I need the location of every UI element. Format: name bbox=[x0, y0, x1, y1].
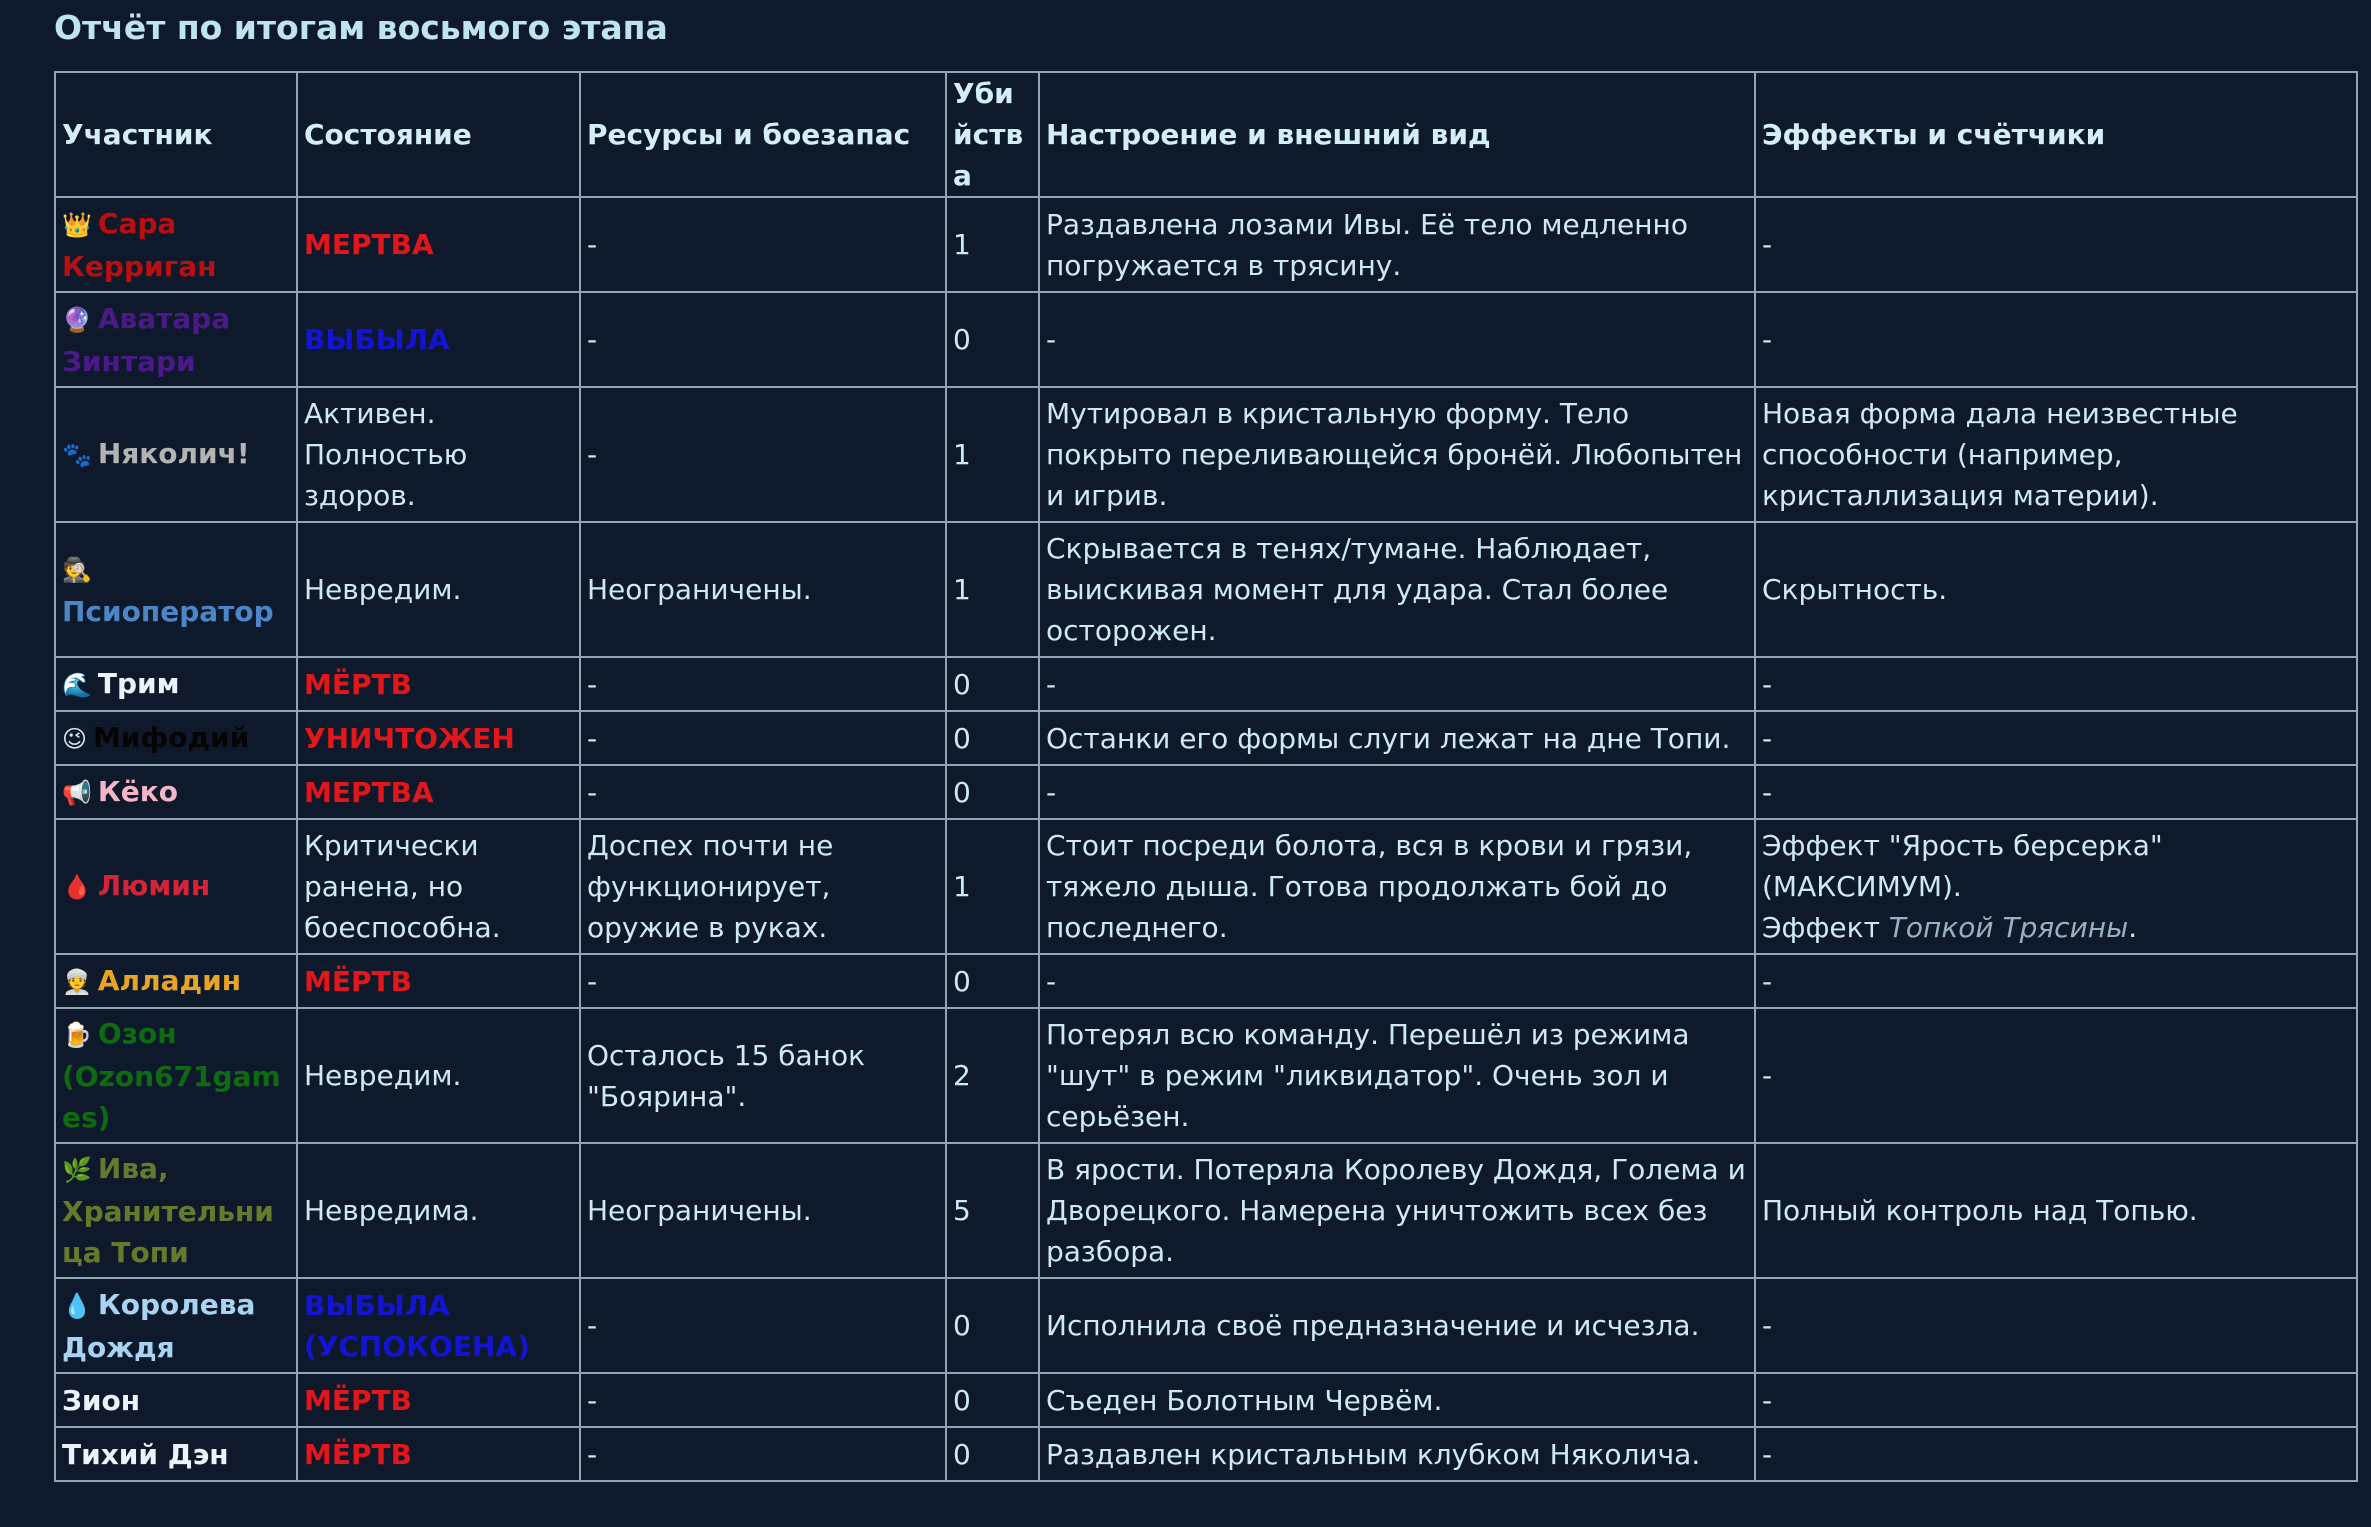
effects-cell: - bbox=[1755, 1008, 2357, 1143]
participant-name: Ива, Хранительница Топи bbox=[62, 1152, 274, 1269]
kills-cell: 0 bbox=[946, 657, 1039, 711]
kills-cell: 0 bbox=[946, 1427, 1039, 1481]
kills-cell: 1 bbox=[946, 197, 1039, 292]
participant-name: Королева Дождя bbox=[62, 1287, 256, 1364]
state-cell: МЁРТВ bbox=[297, 1427, 580, 1481]
mood-cell: Раздавлена лозами Ивы. Её тело медленно погружается в трясину. bbox=[1039, 197, 1755, 292]
state-cell: МЁРТВ bbox=[297, 657, 580, 711]
table-row bbox=[55, 197, 2357, 292]
participant-name: Алладин bbox=[97, 963, 242, 997]
resources-cell: - bbox=[580, 1278, 946, 1373]
kills-cell: 0 bbox=[946, 1373, 1039, 1427]
kills-cell: 1 bbox=[946, 522, 1039, 657]
participant-name: Кёко bbox=[97, 774, 179, 808]
header-effects: Эффекты и счётчики bbox=[1755, 72, 2357, 197]
table-row bbox=[55, 522, 2357, 657]
participant-name: Трим bbox=[97, 666, 180, 700]
state-cell: ВЫБЫЛА bbox=[297, 292, 580, 387]
resources-cell: - bbox=[580, 954, 946, 1008]
crystal-ball-icon: 🔮 bbox=[62, 305, 92, 334]
effect-berserk: Эффект "Ярость берсерка" (МАКСИМУМ). bbox=[1762, 829, 2163, 903]
participant-cell bbox=[55, 197, 297, 292]
mood-cell: - bbox=[1039, 657, 1755, 711]
participant-cell bbox=[55, 711, 297, 765]
mood-cell: - bbox=[1039, 954, 1755, 1008]
kills-cell: 0 bbox=[946, 954, 1039, 1008]
participant-name: Зион bbox=[62, 1383, 141, 1417]
participant-cell bbox=[55, 522, 297, 657]
mood-cell: Потерял всю команду. Перешёл из режима "шут" в режим "ликвидатор". Очень зол и серьёзен. bbox=[1039, 1008, 1755, 1143]
effects-cell: - bbox=[1755, 954, 2357, 1008]
participant-name: Озон (Ozon671games) bbox=[62, 1017, 281, 1134]
herb-icon: 🌿 bbox=[62, 1156, 92, 1184]
page-title: Отчёт по итогам восьмого этапа bbox=[54, 8, 668, 47]
participant-cell bbox=[55, 765, 297, 819]
participant-name: Тихий Дэн bbox=[62, 1437, 229, 1471]
resources-cell: - bbox=[580, 711, 946, 765]
resources-cell: Осталось 15 банок "Боярина". bbox=[580, 1008, 946, 1143]
state-cell: МЁРТВ bbox=[297, 1373, 580, 1427]
participant-name: Аватара Зинтари bbox=[62, 301, 231, 378]
kills-cell: 0 bbox=[946, 292, 1039, 387]
resources-cell: - bbox=[580, 387, 946, 522]
participant-cell bbox=[55, 387, 297, 522]
winking-face-icon: 😉 bbox=[62, 724, 88, 753]
participant-cell bbox=[55, 1373, 297, 1427]
table-row bbox=[55, 1427, 2357, 1481]
effects-cell: - bbox=[1755, 657, 2357, 711]
resources-cell: Неограничены. bbox=[580, 522, 946, 657]
effects-cell: - bbox=[1755, 1427, 2357, 1481]
resources-cell: - bbox=[580, 197, 946, 292]
table-row bbox=[55, 1278, 2357, 1373]
header-participant: Участник bbox=[55, 72, 297, 197]
mood-cell: Съеден Болотным Червём. bbox=[1039, 1373, 1755, 1427]
effects-cell: Скрытность. bbox=[1755, 522, 2357, 657]
table-row bbox=[55, 711, 2357, 765]
mood-cell: Стоит посреди болота, вся в крови и грязи, тяжело дыша. Готова продолжать бой до последнего. bbox=[1039, 819, 1755, 954]
header-resources: Ресурсы и боезапас bbox=[580, 72, 946, 197]
state-cell: МЁРТВ bbox=[297, 954, 580, 1008]
mood-cell: Раздавлен кристальным клубком Няколича. bbox=[1039, 1427, 1755, 1481]
resources-cell: - bbox=[580, 1373, 946, 1427]
participant-cell bbox=[55, 1143, 297, 1278]
state-cell: Невредим. bbox=[297, 1008, 580, 1143]
state-cell: Активен. Полностью здоров. bbox=[297, 387, 580, 522]
state-cell: Невредим. bbox=[297, 522, 580, 657]
participant-cell bbox=[55, 1008, 297, 1143]
droplet-icon: 💧 bbox=[62, 1291, 92, 1320]
kills-cell: 1 bbox=[946, 819, 1039, 954]
table-row bbox=[55, 1373, 2357, 1427]
header-mood: Настроение и внешний вид bbox=[1039, 72, 1755, 197]
resources-cell: - bbox=[580, 1427, 946, 1481]
crown-icon: 👑 bbox=[62, 210, 92, 239]
state-cell: Критически ранена, но боеспособна. bbox=[297, 819, 580, 954]
resources-cell: - bbox=[580, 657, 946, 711]
state-cell: Невредима. bbox=[297, 1143, 580, 1278]
kills-cell: 2 bbox=[946, 1008, 1039, 1143]
state-cell: МЕРТВА bbox=[297, 197, 580, 292]
blood-drop-icon: 🩸 bbox=[62, 873, 92, 901]
effects-cell bbox=[1755, 819, 2357, 954]
participant-cell bbox=[55, 657, 297, 711]
effect-prefix: Эффект bbox=[1762, 911, 1889, 944]
state-cell: ВЫБЫЛА (УСПОКОЕНА) bbox=[297, 1278, 580, 1373]
state-cell: УНИЧТОЖЕН bbox=[297, 711, 580, 765]
participant-name: Люмин bbox=[97, 869, 211, 902]
table-row bbox=[55, 292, 2357, 387]
kills-cell: 1 bbox=[946, 387, 1039, 522]
resources-cell: Доспех почти не функционирует, оружие в руках. bbox=[580, 819, 946, 954]
effects-cell: Новая форма дала неизвестные способности (например, кристаллизация материи). bbox=[1755, 387, 2357, 522]
participant-cell bbox=[55, 292, 297, 387]
participant-cell bbox=[55, 1427, 297, 1481]
participant-name: Сара Керриган bbox=[62, 206, 217, 283]
header-state: Состояние bbox=[297, 72, 580, 197]
turban-icon: 👳 bbox=[62, 967, 92, 996]
effects-cell: Полный контроль над Топью. bbox=[1755, 1143, 2357, 1278]
table-row bbox=[55, 765, 2357, 819]
kills-cell: 0 bbox=[946, 711, 1039, 765]
table-row bbox=[55, 1008, 2357, 1143]
wave-icon: 🌊 bbox=[62, 670, 92, 699]
effect-suffix: . bbox=[2128, 911, 2138, 944]
table-row bbox=[55, 954, 2357, 1008]
kills-cell: 0 bbox=[946, 1278, 1039, 1373]
table-row bbox=[55, 657, 2357, 711]
paw-prints-icon: 🐾 bbox=[62, 441, 92, 469]
effect-swamp-name: Топкой Трясины bbox=[1888, 911, 2129, 944]
effects-cell: - bbox=[1755, 765, 2357, 819]
resources-cell: - bbox=[580, 765, 946, 819]
megaphone-icon: 📢 bbox=[62, 778, 92, 807]
header-kills: Убийства bbox=[946, 72, 1039, 197]
mood-cell: - bbox=[1039, 765, 1755, 819]
effects-cell: - bbox=[1755, 1278, 2357, 1373]
status-table bbox=[54, 71, 2358, 1482]
table-row bbox=[55, 387, 2357, 522]
state-cell: МЕРТВА bbox=[297, 765, 580, 819]
participant-name: Няколич! bbox=[97, 437, 250, 470]
table-row bbox=[55, 1143, 2357, 1278]
mood-cell: Исполнила своё предназначение и исчезла. bbox=[1039, 1278, 1755, 1373]
table-header-row bbox=[55, 72, 2357, 197]
beer-mug-icon: 🍺 bbox=[62, 1021, 92, 1049]
kills-cell: 5 bbox=[946, 1143, 1039, 1278]
mood-cell: Скрывается в тенях/тумане. Наблюдает, выискивая момент для удара. Стал более осторожен. bbox=[1039, 522, 1755, 657]
resources-cell: Неограничены. bbox=[580, 1143, 946, 1278]
mood-cell: В ярости. Потеряла Королеву Дождя, Голема и Дворецкого. Намерена уничтожить всех без разбора. bbox=[1039, 1143, 1755, 1278]
participant-cell bbox=[55, 954, 297, 1008]
participant-cell bbox=[55, 1278, 297, 1373]
effects-cell: - bbox=[1755, 1373, 2357, 1427]
participant-name: Псиоператор bbox=[62, 594, 274, 628]
effects-cell: - bbox=[1755, 197, 2357, 292]
kills-cell: 0 bbox=[946, 765, 1039, 819]
resources-cell: - bbox=[580, 292, 946, 387]
effects-cell: - bbox=[1755, 711, 2357, 765]
participant-name: Мифодий bbox=[93, 720, 250, 754]
participant-cell bbox=[55, 819, 297, 954]
mood-cell: Останки его формы слуги лежат на дне Топи. bbox=[1039, 711, 1755, 765]
effects-cell: - bbox=[1755, 292, 2357, 387]
mood-cell: Мутировал в кристальную форму. Тело покрыто переливающейся бронёй. Любопытен и игрив. bbox=[1039, 387, 1755, 522]
mood-cell: - bbox=[1039, 292, 1755, 387]
table-body bbox=[55, 197, 2357, 1481]
detective-icon: 🕵 bbox=[62, 555, 92, 584]
table-row bbox=[55, 819, 2357, 954]
